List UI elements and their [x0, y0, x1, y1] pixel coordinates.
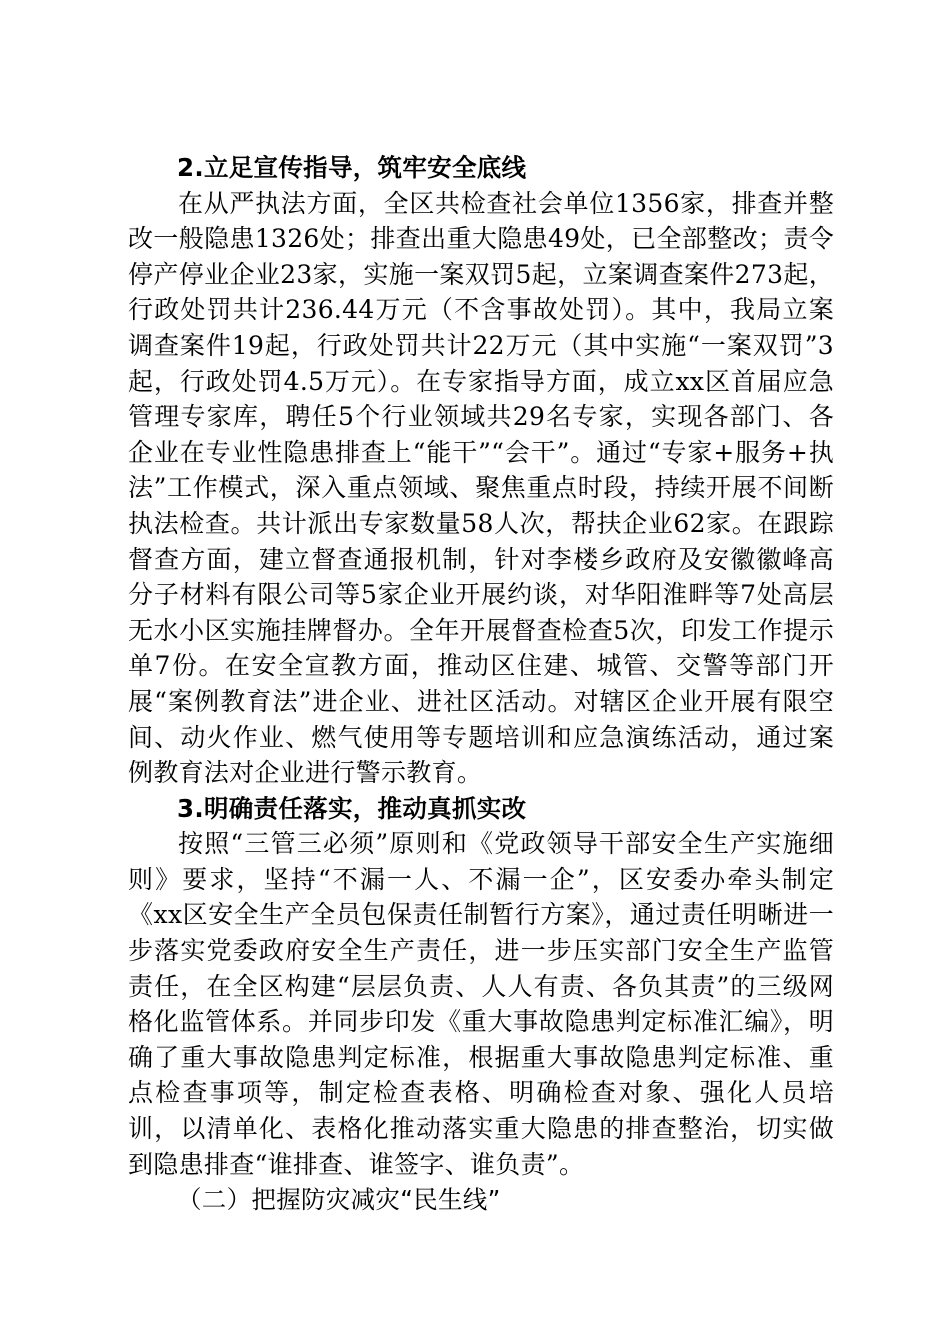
section-heading-2: 2.立足宣传指导，筑牢安全底线: [177, 153, 527, 182]
paragraph-responsibility: 按照“三管三必须”原则和《党政领导干部安全生产实施细则》要求，坚持“不漏一人、不漏一企”，区安委办牵头制定《xx区安全生产全员包保责任制暂行方案》，通过责任明晰进一步落实党委政府安全生产责任，进一步压实部门安全生产监管责任，在全区构建“层层负责、人人有责、各负其责”的三级网格化监管体系。并同步印发《重大事故隐患判定标准汇编》，明确了重大事故隐患判定标准，根据重大事故隐患判定标准、重点检查事项等，制定检查表格、明确检查对象、强化人员培训，以清单化、表格化推动落实重大隐患的排查整治，切实做到隐患排查“谁排查、谁签字、谁负责”。: [128, 829, 834, 1179]
paragraph-enforcement: 在从严执法方面，全区共检查社会单位1356家，排查并整改一般隐患1326处；排查出重大隐患49处，已全部整改；责令停产停业企业23家，实施一案双罚5起，立案调查案件273起，行政处罚共计236.44万元（不含事故处罚）。其中，我局立案调查案件19起，行政处罚共计22万元（其中实施“一案双罚”3起，行政处罚4.5万元）。在专家指导方面，成立xx区首届应急管理专家库，聘任5个行业领域共29名专家，实现各部门、各企业在专业性隐患排查上“能干”“会干”。通过“专家+服务+执法”工作模式，深入重点领域、聚焦重点时段，持续开展不间断执法检查。共计派出专家数量58人次，帮扶企业62家。在跟踪督查方面，建立督查通报机制，针对李楼乡政府及安徽徽峰高分子材料有限公司等5家企业开展约谈，对华阳淮畔等7处高层无水小区实施挂牌督办。全年开展督查检查5次，印发工作提示单7份。在安全宣教方面，推动区住建、城管、交警等部门开展“案例教育法”进企业、进社区活动。对辖区企业开展有限空间、动火作业、燃气使用等专题培训和应急演练活动，通过案例教育法对企业进行警示教育。: [128, 188, 834, 788]
document-body: [128, 150, 834, 1218]
section-heading-3: 3.明确责任落实，推动真抓实改: [177, 793, 527, 823]
subsection-heading-disaster-prevention: （二）把握防灾减灾“民生线”: [177, 1185, 501, 1215]
